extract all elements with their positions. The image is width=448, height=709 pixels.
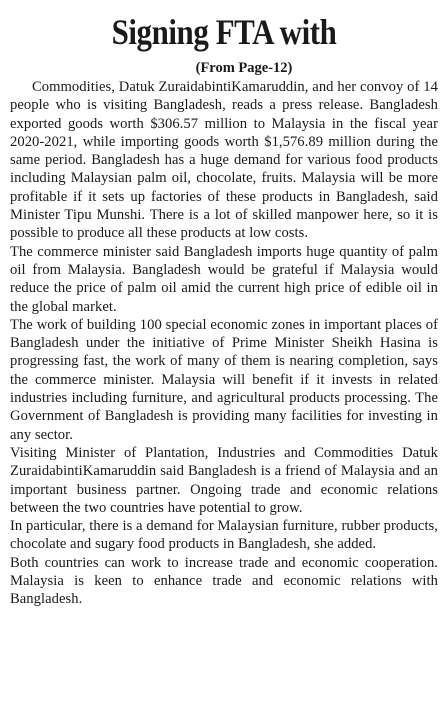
paragraph-2: The commerce minister said Bangladesh imports huge quantity of palm oil from Malaysia. Bangladesh would be grateful if Malaysia would reduce the price of palm oil amid the current high price of edible oil in the global market.	[10, 243, 438, 315]
article-body	[10, 78, 438, 609]
paragraph-5: In particular, there is a demand for Malaysian furniture, rubber products, chocolate and sugary food products in Bangladesh, she added.	[10, 518, 438, 553]
paragraph-1: Commodities, Datuk ZuraidabintiKamaruddin, and her convoy of 14 people who is visiting Bangladesh, reads a press release. Bangladesh exported goods worth $306.57 million to Malaysia in the fiscal year 2020-2021, while importing goods worth $1,576.89 million during the same period. Bangladesh has a huge demand for various food products including Malaysian palm oil, chocolate, fruits. Malaysia will be more profitable if it sets up factories of these products in Bangladesh, said Minister Tipu Munshi. There is a lot of skilled manpower here, so it is possible to produce all these products at low costs.	[10, 79, 438, 242]
continued-from-label: (From Page-12)	[195, 60, 293, 76]
headline: Signing FTA with	[111, 12, 337, 52]
paragraph-3: The work of building 100 special economic zones in important places of Bangladesh under the initiative of Prime Minister Sheikh Hasina is progressing fast, the work of many of them is nearing completion, says the commerce minister. Malaysia will benefit if it invests in related industries including furniture, and agricultural products processing. The Government of Bangladesh is providing many facilities for investing in any sector.	[10, 316, 438, 443]
paragraph-6: Both countries can work to increase trade and economic cooperation. Malaysia is keen to enhance trade and economic relations with Bangladesh.	[10, 554, 438, 608]
paragraph-4: Visiting Minister of Plantation, Industries and Commodities Datuk ZuraidabintiKamaruddin said Bangladesh is a friend of Malaysia and an important business partner. Ongoing trade and economic relations between the two countries have potential to grow.	[10, 444, 438, 516]
